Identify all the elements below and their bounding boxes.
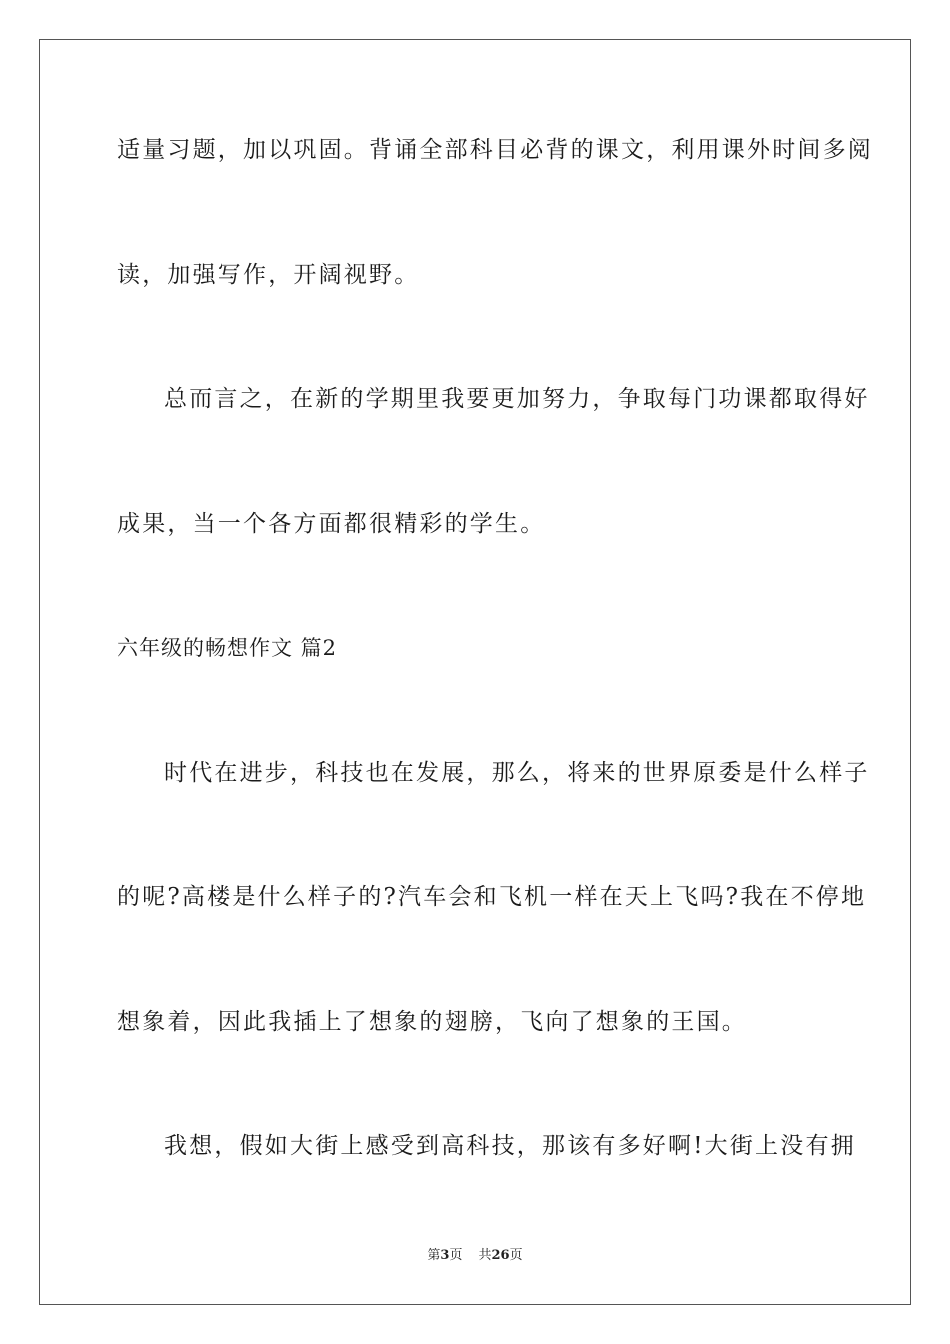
body-line: 总而言之，在新的学期里我要更加努力，争取每门功课都取得好 (164, 386, 870, 412)
body-line: 时代在进步，科技也在发展，那么，将来的世界原委是什么样子 (164, 760, 870, 786)
footer-page-suffix: 页 (449, 1248, 463, 1263)
body-line: 读，加强写作，开阔视野。 (117, 262, 420, 288)
footer-page-prefix: 第 (427, 1248, 441, 1263)
footer-total-suffix: 页 (509, 1248, 523, 1263)
section-heading: 六年级的畅想作文 篇2 (117, 636, 338, 660)
body-line: 想象着，因此我插上了想象的翅膀，飞向了想象的王国。 (117, 1009, 747, 1035)
page-border (39, 39, 911, 1305)
body-line: 成果，当一个各方面都很精彩的学生。 (117, 511, 546, 537)
body-line: 的呢?高楼是什么样子的?汽车会和飞机一样在天上飞吗?我在不停地 (117, 884, 867, 910)
body-line: 适量习题，加以巩固。背诵全部科目必背的课文，利用课外时间多阅 (117, 137, 873, 163)
body-line: 我想，假如大街上感受到高科技，那该有多好啊!大街上没有拥 (164, 1133, 856, 1159)
footer-page-number: 3 (440, 1248, 450, 1263)
page-footer (0, 1246, 950, 1266)
footer-total-prefix: 共 (478, 1248, 492, 1263)
footer-total-pages: 26 (491, 1248, 510, 1263)
